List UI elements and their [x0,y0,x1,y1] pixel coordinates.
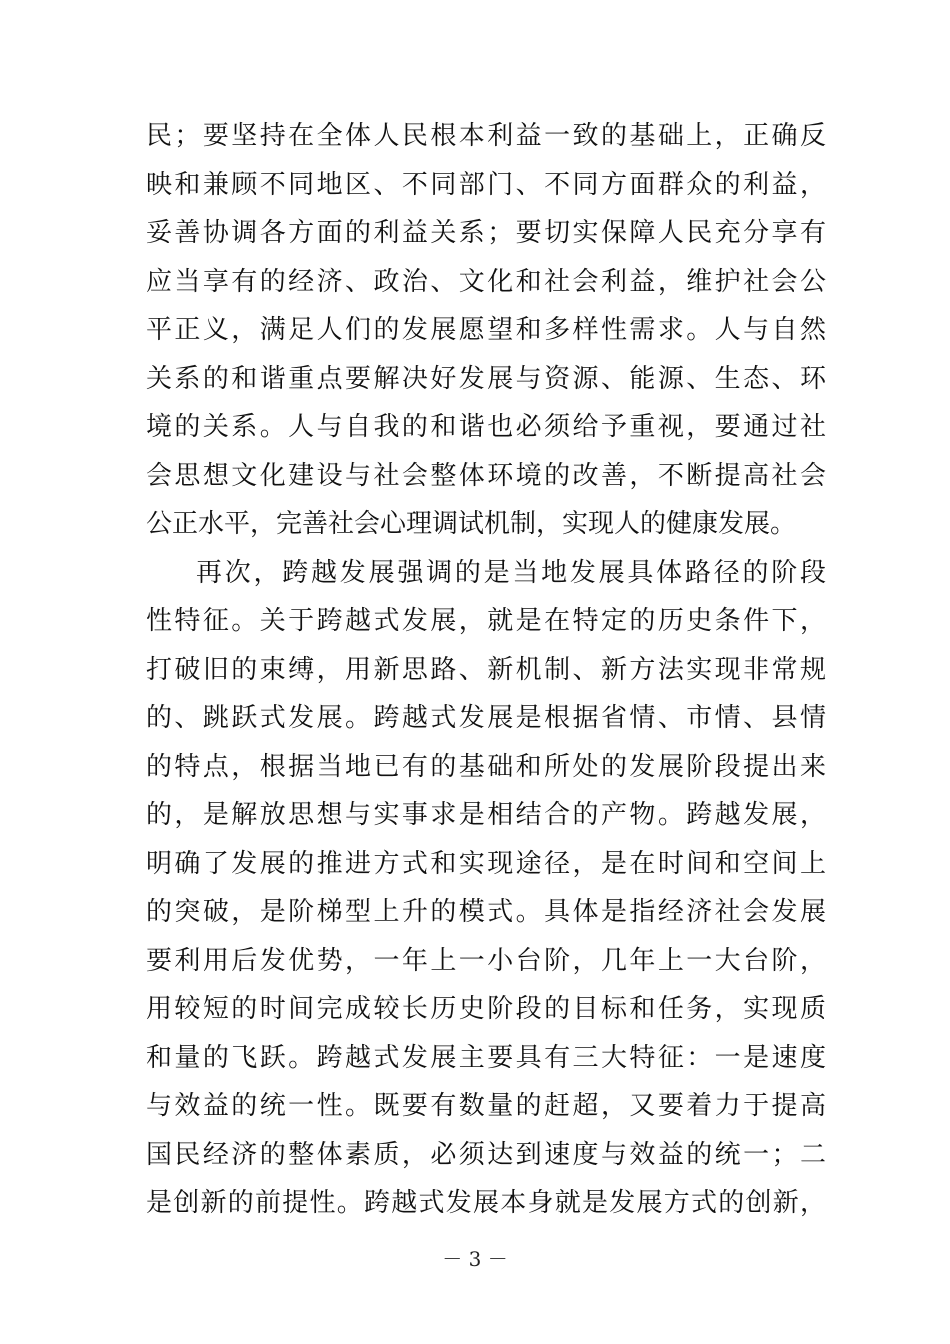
text-line: 的突破，是阶梯型上升的模式。具体是指经济社会发展 [146,897,826,927]
text-line: 境的关系。人与自我的和谐也必须给予重视，要通过社 [146,412,826,442]
text-line: 平正义，满足人们的发展愿望和多样性需求。人与自然 [146,315,826,345]
text-line: 是创新的前提性。跨越式发展本身就是发展方式的创新， [146,1188,826,1218]
paragraph-start-line: 再次，跨越发展强调的是当地发展具体路径的阶段 [196,557,826,588]
text-line: 与效益的统一性。既要有数量的赶超，又要着力于提高 [146,1091,826,1121]
text-line: 应当享有的经济、政治、文化和社会利益，维护社会公 [146,266,826,297]
text-line: 民；要坚持在全体人民根本利益一致的基础上，正确反 [146,121,826,151]
text-line: 的，是解放思想与实事求是相结合的产物。跨越发展， [146,800,826,830]
text-line: 关系的和谐重点要解决好发展与资源、能源、生态、环 [146,363,826,394]
text-line: 用较短的时间完成较长历史阶段的目标和任务，实现质 [146,994,826,1024]
text-line: 映和兼顾不同地区、不同部门、不同方面群众的利益， [146,169,826,200]
text-line: 的、跳跃式发展。跨越式发展是根据省情、市情、县情 [146,703,826,733]
paragraph-end-line: 公正水平，完善社会心理调试机制，实现人的健康发展。 [146,509,797,539]
text-line: 和量的飞跃。跨越式发展主要具有三大特征：一是速度 [146,1042,826,1073]
page-number: － 3 － [442,1247,508,1271]
text-line: 会思想文化建设与社会整体环境的改善，不断提高社会 [146,460,826,491]
text-line: 打破旧的束缚，用新思路、新机制、新方法实现非常规 [146,654,826,685]
text-line: 明确了发展的推进方式和实现途径，是在时间和空间上 [146,848,826,879]
text-line: 要利用后发优势，一年上一小台阶，几年上一大台阶， [146,945,826,976]
text-line: 国民经济的整体素质，必须达到速度与效益的统一；二 [146,1139,826,1170]
document-body [146,112,826,1228]
text-line: 的特点，根据当地已有的基础和所处的发展阶段提出来 [146,751,826,782]
text-line: 妥善协调各方面的利益关系；要切实保障人民充分享有 [146,218,826,248]
text-line: 性特征。关于跨越式发展，就是在特定的历史条件下， [146,606,826,636]
